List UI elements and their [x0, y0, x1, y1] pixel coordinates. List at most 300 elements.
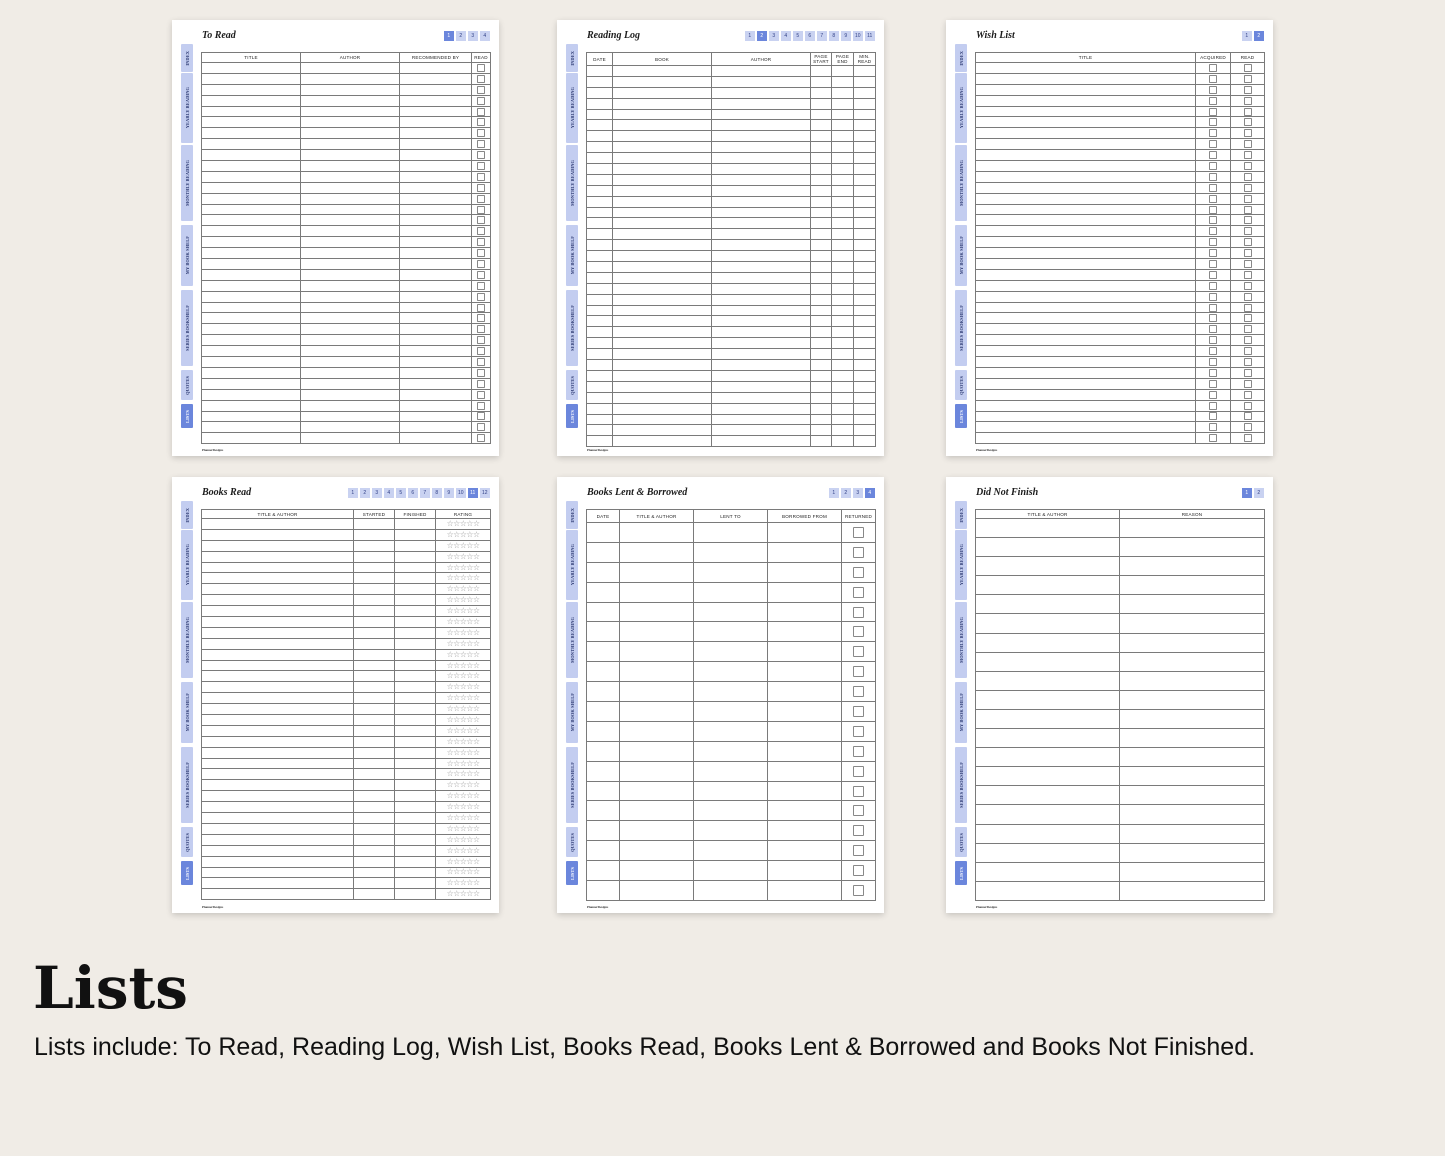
entry-cell[interactable]: [400, 226, 472, 237]
entry-cell[interactable]: [354, 682, 395, 693]
rating-cell[interactable]: [436, 823, 491, 834]
entry-cell[interactable]: [811, 392, 832, 403]
entry-cell[interactable]: [202, 823, 354, 834]
entry-cell[interactable]: [400, 204, 472, 215]
entry-cell[interactable]: [400, 324, 472, 335]
entry-cell[interactable]: [694, 821, 768, 841]
entry-cell[interactable]: [854, 164, 876, 175]
entry-cell[interactable]: [854, 425, 876, 436]
entry-cell[interactable]: [832, 120, 854, 131]
checkbox[interactable]: [477, 97, 485, 105]
entry-cell[interactable]: [811, 338, 832, 349]
entry-cell[interactable]: [301, 433, 400, 444]
entry-cell[interactable]: [354, 704, 395, 715]
entry-cell[interactable]: [400, 106, 472, 117]
checkbox[interactable]: [1209, 238, 1217, 246]
entry-cell[interactable]: [854, 109, 876, 120]
entry-cell[interactable]: [976, 248, 1196, 259]
checkbox[interactable]: [1209, 325, 1217, 333]
entry-cell[interactable]: [395, 758, 436, 769]
entry-cell[interactable]: [854, 436, 876, 447]
entry-cell[interactable]: [400, 389, 472, 400]
entry-cell[interactable]: [620, 602, 694, 622]
entry-cell[interactable]: [976, 805, 1120, 824]
entry-cell[interactable]: [395, 889, 436, 900]
entry-cell[interactable]: [712, 109, 811, 120]
entry-cell[interactable]: [620, 542, 694, 562]
entry-cell[interactable]: [202, 725, 354, 736]
entry-cell[interactable]: [854, 272, 876, 283]
entry-cell[interactable]: [976, 786, 1120, 805]
checkbox[interactable]: [477, 423, 485, 431]
checkbox[interactable]: [477, 391, 485, 399]
entry-cell[interactable]: [1120, 709, 1265, 728]
checkbox[interactable]: [477, 173, 485, 181]
checkbox[interactable]: [1209, 184, 1217, 192]
tab-series-bookshelf[interactable]: [181, 290, 193, 366]
entry-cell[interactable]: [613, 403, 712, 414]
entry-cell[interactable]: [811, 381, 832, 392]
entry-cell[interactable]: [587, 523, 620, 543]
entry-cell[interactable]: [202, 73, 301, 84]
entry-cell[interactable]: [587, 602, 620, 622]
entry-cell[interactable]: [976, 63, 1196, 74]
entry-cell[interactable]: [976, 690, 1120, 709]
entry-cell[interactable]: [395, 736, 436, 747]
entry-cell[interactable]: [202, 736, 354, 747]
checkbox[interactable]: [1209, 314, 1217, 322]
entry-cell[interactable]: [712, 98, 811, 109]
entry-cell[interactable]: [976, 538, 1120, 557]
entry-cell[interactable]: [587, 153, 613, 164]
entry-cell[interactable]: [354, 649, 395, 660]
entry-cell[interactable]: [832, 109, 854, 120]
entry-cell[interactable]: [768, 761, 842, 781]
tab-series-bookshelf[interactable]: [955, 290, 967, 366]
checkbox[interactable]: [853, 845, 864, 856]
entry-cell[interactable]: [354, 813, 395, 824]
entry-cell[interactable]: [354, 595, 395, 606]
rating-cell[interactable]: [436, 682, 491, 693]
entry-cell[interactable]: [354, 878, 395, 889]
entry-cell[interactable]: [613, 164, 712, 175]
entry-cell[interactable]: [354, 573, 395, 584]
page-number-button[interactable]: 9: [841, 31, 852, 41]
entry-cell[interactable]: [712, 370, 811, 381]
checkbox[interactable]: [1209, 216, 1217, 224]
entry-cell[interactable]: [694, 523, 768, 543]
entry-cell[interactable]: [712, 305, 811, 316]
tab-index[interactable]: [955, 501, 967, 529]
entry-cell[interactable]: [395, 856, 436, 867]
entry-cell[interactable]: [976, 106, 1196, 117]
entry-cell[interactable]: [202, 389, 301, 400]
entry-cell[interactable]: [976, 671, 1120, 690]
entry-cell[interactable]: [395, 627, 436, 638]
entry-cell[interactable]: [811, 272, 832, 283]
entry-cell[interactable]: [854, 207, 876, 218]
checkbox[interactable]: [853, 587, 864, 598]
entry-cell[interactable]: [694, 861, 768, 881]
rating-cell[interactable]: [436, 595, 491, 606]
entry-cell[interactable]: [202, 617, 354, 628]
tab-my-book-shelf[interactable]: [566, 225, 578, 286]
entry-cell[interactable]: [202, 573, 354, 584]
tab-lists[interactable]: [181, 861, 193, 885]
entry-cell[interactable]: [202, 106, 301, 117]
entry-cell[interactable]: [587, 381, 613, 392]
entry-cell[interactable]: [768, 562, 842, 582]
checkbox[interactable]: [1244, 108, 1252, 116]
entry-cell[interactable]: [202, 226, 301, 237]
entry-cell[interactable]: [202, 193, 301, 204]
page-number-button[interactable]: 1: [1242, 31, 1253, 41]
entry-cell[interactable]: [712, 240, 811, 251]
tab-yearly-reading[interactable]: [955, 530, 967, 600]
checkbox[interactable]: [1209, 227, 1217, 235]
entry-cell[interactable]: [613, 338, 712, 349]
entry-cell[interactable]: [301, 324, 400, 335]
entry-cell[interactable]: [587, 562, 620, 582]
rating-cell[interactable]: [436, 834, 491, 845]
entry-cell[interactable]: [712, 153, 811, 164]
entry-cell[interactable]: [976, 139, 1196, 150]
entry-cell[interactable]: [976, 73, 1196, 84]
entry-cell[interactable]: [202, 422, 301, 433]
entry-cell[interactable]: [854, 316, 876, 327]
checkbox[interactable]: [1244, 64, 1252, 72]
entry-cell[interactable]: [301, 73, 400, 84]
entry-cell[interactable]: [811, 414, 832, 425]
checkbox[interactable]: [1209, 380, 1217, 388]
checkbox[interactable]: [1244, 151, 1252, 159]
checkbox[interactable]: [1244, 282, 1252, 290]
page-number-button[interactable]: 5: [793, 31, 804, 41]
checkbox[interactable]: [1209, 369, 1217, 377]
entry-cell[interactable]: [587, 272, 613, 283]
entry-cell[interactable]: [712, 87, 811, 98]
entry-cell[interactable]: [613, 425, 712, 436]
entry-cell[interactable]: [854, 229, 876, 240]
checkbox[interactable]: [1209, 140, 1217, 148]
checkbox[interactable]: [477, 358, 485, 366]
entry-cell[interactable]: [832, 164, 854, 175]
checkbox[interactable]: [477, 293, 485, 301]
rating-cell[interactable]: [436, 671, 491, 682]
tab-monthly-reading[interactable]: [566, 602, 578, 678]
rating-cell[interactable]: [436, 704, 491, 715]
checkbox[interactable]: [853, 607, 864, 618]
rating-cell[interactable]: [436, 660, 491, 671]
entry-cell[interactable]: [400, 63, 472, 74]
entry-cell[interactable]: [976, 237, 1196, 248]
entry-cell[interactable]: [976, 400, 1196, 411]
entry-cell[interactable]: [587, 98, 613, 109]
rating-cell[interactable]: [436, 769, 491, 780]
entry-cell[interactable]: [976, 557, 1120, 576]
checkbox[interactable]: [1244, 216, 1252, 224]
entry-cell[interactable]: [395, 725, 436, 736]
entry-cell[interactable]: [620, 801, 694, 821]
entry-cell[interactable]: [976, 193, 1196, 204]
page-number-button[interactable]: 11: [468, 488, 479, 498]
entry-cell[interactable]: [854, 370, 876, 381]
entry-cell[interactable]: [613, 153, 712, 164]
entry-cell[interactable]: [832, 142, 854, 153]
entry-cell[interactable]: [400, 411, 472, 422]
checkbox[interactable]: [1209, 304, 1217, 312]
entry-cell[interactable]: [712, 76, 811, 87]
entry-cell[interactable]: [832, 218, 854, 229]
checkbox[interactable]: [1209, 402, 1217, 410]
page-number-button[interactable]: 1: [444, 31, 455, 41]
tab-lists[interactable]: [955, 861, 967, 885]
rating-cell[interactable]: [436, 649, 491, 660]
entry-cell[interactable]: [395, 595, 436, 606]
entry-cell[interactable]: [587, 76, 613, 87]
entry-cell[interactable]: [811, 142, 832, 153]
checkbox[interactable]: [477, 206, 485, 214]
entry-cell[interactable]: [301, 411, 400, 422]
entry-cell[interactable]: [712, 142, 811, 153]
checkbox[interactable]: [1209, 249, 1217, 257]
entry-cell[interactable]: [712, 164, 811, 175]
checkbox[interactable]: [1209, 336, 1217, 344]
tab-yearly-reading[interactable]: [955, 73, 967, 143]
entry-cell[interactable]: [712, 327, 811, 338]
entry-cell[interactable]: [976, 709, 1120, 728]
entry-cell[interactable]: [354, 617, 395, 628]
entry-cell[interactable]: [202, 802, 354, 813]
checkbox[interactable]: [477, 304, 485, 312]
entry-cell[interactable]: [587, 349, 613, 360]
entry-cell[interactable]: [768, 841, 842, 861]
entry-cell[interactable]: [854, 98, 876, 109]
entry-cell[interactable]: [395, 660, 436, 671]
entry-cell[interactable]: [354, 758, 395, 769]
entry-cell[interactable]: [613, 262, 712, 273]
entry-cell[interactable]: [395, 813, 436, 824]
page-number-button[interactable]: 7: [817, 31, 828, 41]
entry-cell[interactable]: [1120, 614, 1265, 633]
entry-cell[interactable]: [613, 414, 712, 425]
entry-cell[interactable]: [613, 327, 712, 338]
entry-cell[interactable]: [854, 414, 876, 425]
entry-cell[interactable]: [202, 584, 354, 595]
entry-cell[interactable]: [811, 251, 832, 262]
page-number-button[interactable]: 1: [1242, 488, 1253, 498]
entry-cell[interactable]: [694, 841, 768, 861]
entry-cell[interactable]: [620, 861, 694, 881]
entry-cell[interactable]: [400, 193, 472, 204]
entry-cell[interactable]: [395, 845, 436, 856]
entry-cell[interactable]: [854, 360, 876, 371]
entry-cell[interactable]: [400, 237, 472, 248]
entry-cell[interactable]: [587, 87, 613, 98]
checkbox[interactable]: [853, 825, 864, 836]
entry-cell[interactable]: [768, 682, 842, 702]
entry-cell[interactable]: [395, 573, 436, 584]
checkbox[interactable]: [853, 865, 864, 876]
entry-cell[interactable]: [854, 338, 876, 349]
entry-cell[interactable]: [854, 381, 876, 392]
entry-cell[interactable]: [1120, 767, 1265, 786]
entry-cell[interactable]: [202, 780, 354, 791]
entry-cell[interactable]: [354, 693, 395, 704]
entry-cell[interactable]: [854, 142, 876, 153]
entry-cell[interactable]: [976, 150, 1196, 161]
checkbox[interactable]: [1209, 173, 1217, 181]
entry-cell[interactable]: [400, 161, 472, 172]
entry-cell[interactable]: [811, 164, 832, 175]
entry-cell[interactable]: [354, 823, 395, 834]
entry-cell[interactable]: [712, 403, 811, 414]
entry-cell[interactable]: [854, 392, 876, 403]
tab-yearly-reading[interactable]: [566, 530, 578, 600]
rating-cell[interactable]: [436, 889, 491, 900]
entry-cell[interactable]: [976, 519, 1120, 538]
page-number-button[interactable]: 4: [384, 488, 395, 498]
tab-quotes[interactable]: [566, 827, 578, 857]
entry-cell[interactable]: [395, 715, 436, 726]
checkbox[interactable]: [1209, 412, 1217, 420]
entry-cell[interactable]: [712, 425, 811, 436]
entry-cell[interactable]: [202, 95, 301, 106]
entry-cell[interactable]: [811, 283, 832, 294]
entry-cell[interactable]: [202, 237, 301, 248]
entry-cell[interactable]: [354, 671, 395, 682]
checkbox[interactable]: [1209, 391, 1217, 399]
entry-cell[interactable]: [620, 821, 694, 841]
checkbox[interactable]: [1244, 140, 1252, 148]
entry-cell[interactable]: [354, 638, 395, 649]
entry-cell[interactable]: [620, 682, 694, 702]
entry-cell[interactable]: [768, 781, 842, 801]
tab-series-bookshelf[interactable]: [566, 290, 578, 366]
entry-cell[interactable]: [811, 153, 832, 164]
tab-quotes[interactable]: [181, 370, 193, 400]
entry-cell[interactable]: [202, 433, 301, 444]
entry-cell[interactable]: [301, 259, 400, 270]
checkbox[interactable]: [477, 412, 485, 420]
entry-cell[interactable]: [854, 240, 876, 251]
entry-cell[interactable]: [301, 161, 400, 172]
entry-cell[interactable]: [976, 291, 1196, 302]
entry-cell[interactable]: [811, 425, 832, 436]
entry-cell[interactable]: [694, 801, 768, 821]
tab-index[interactable]: [955, 44, 967, 72]
entry-cell[interactable]: [202, 813, 354, 824]
rating-cell[interactable]: [436, 802, 491, 813]
tab-lists[interactable]: [566, 404, 578, 428]
entry-cell[interactable]: [587, 414, 613, 425]
entry-cell[interactable]: [395, 823, 436, 834]
entry-cell[interactable]: [620, 841, 694, 861]
checkbox[interactable]: [1209, 358, 1217, 366]
entry-cell[interactable]: [712, 262, 811, 273]
page-number-button[interactable]: 2: [360, 488, 371, 498]
page-number-button[interactable]: 11: [865, 31, 876, 41]
entry-cell[interactable]: [202, 400, 301, 411]
entry-cell[interactable]: [613, 66, 712, 77]
entry-cell[interactable]: [587, 142, 613, 153]
entry-cell[interactable]: [832, 349, 854, 360]
checkbox[interactable]: [1244, 336, 1252, 344]
entry-cell[interactable]: [587, 801, 620, 821]
entry-cell[interactable]: [400, 422, 472, 433]
entry-cell[interactable]: [587, 721, 620, 741]
page-number-button[interactable]: 7: [420, 488, 431, 498]
checkbox[interactable]: [1244, 271, 1252, 279]
entry-cell[interactable]: [976, 767, 1120, 786]
entry-cell[interactable]: [354, 791, 395, 802]
checkbox[interactable]: [853, 547, 864, 558]
checkbox[interactable]: [1244, 325, 1252, 333]
checkbox[interactable]: [853, 527, 864, 538]
entry-cell[interactable]: [712, 218, 811, 229]
checkbox[interactable]: [477, 75, 485, 83]
entry-cell[interactable]: [400, 335, 472, 346]
page-number-button[interactable]: 3: [769, 31, 780, 41]
entry-cell[interactable]: [587, 196, 613, 207]
entry-cell[interactable]: [854, 153, 876, 164]
entry-cell[interactable]: [768, 662, 842, 682]
entry-cell[interactable]: [854, 403, 876, 414]
entry-cell[interactable]: [613, 185, 712, 196]
entry-cell[interactable]: [712, 436, 811, 447]
page-number-button[interactable]: 5: [396, 488, 407, 498]
entry-cell[interactable]: [202, 161, 301, 172]
rating-cell[interactable]: [436, 617, 491, 628]
entry-cell[interactable]: [712, 251, 811, 262]
entry-cell[interactable]: [613, 120, 712, 131]
entry-cell[interactable]: [811, 76, 832, 87]
tab-lists[interactable]: [181, 404, 193, 428]
entry-cell[interactable]: [301, 204, 400, 215]
entry-cell[interactable]: [354, 867, 395, 878]
entry-cell[interactable]: [712, 120, 811, 131]
entry-cell[interactable]: [811, 240, 832, 251]
entry-cell[interactable]: [768, 821, 842, 841]
checkbox[interactable]: [1244, 423, 1252, 431]
rating-cell[interactable]: [436, 562, 491, 573]
entry-cell[interactable]: [202, 540, 354, 551]
checkbox[interactable]: [477, 140, 485, 148]
entry-cell[interactable]: [587, 582, 620, 602]
entry-cell[interactable]: [1120, 862, 1265, 881]
page-number-button[interactable]: 3: [372, 488, 383, 498]
checkbox[interactable]: [1244, 227, 1252, 235]
entry-cell[interactable]: [832, 207, 854, 218]
entry-cell[interactable]: [712, 316, 811, 327]
entry-cell[interactable]: [620, 622, 694, 642]
entry-cell[interactable]: [1120, 576, 1265, 595]
checkbox[interactable]: [853, 706, 864, 717]
checkbox[interactable]: [1209, 260, 1217, 268]
entry-cell[interactable]: [832, 360, 854, 371]
entry-cell[interactable]: [301, 248, 400, 259]
entry-cell[interactable]: [854, 185, 876, 196]
checkbox[interactable]: [477, 184, 485, 192]
entry-cell[interactable]: [587, 207, 613, 218]
entry-cell[interactable]: [400, 346, 472, 357]
entry-cell[interactable]: [768, 702, 842, 722]
entry-cell[interactable]: [613, 370, 712, 381]
entry-cell[interactable]: [354, 802, 395, 813]
entry-cell[interactable]: [976, 843, 1120, 862]
entry-cell[interactable]: [613, 207, 712, 218]
checkbox[interactable]: [853, 805, 864, 816]
